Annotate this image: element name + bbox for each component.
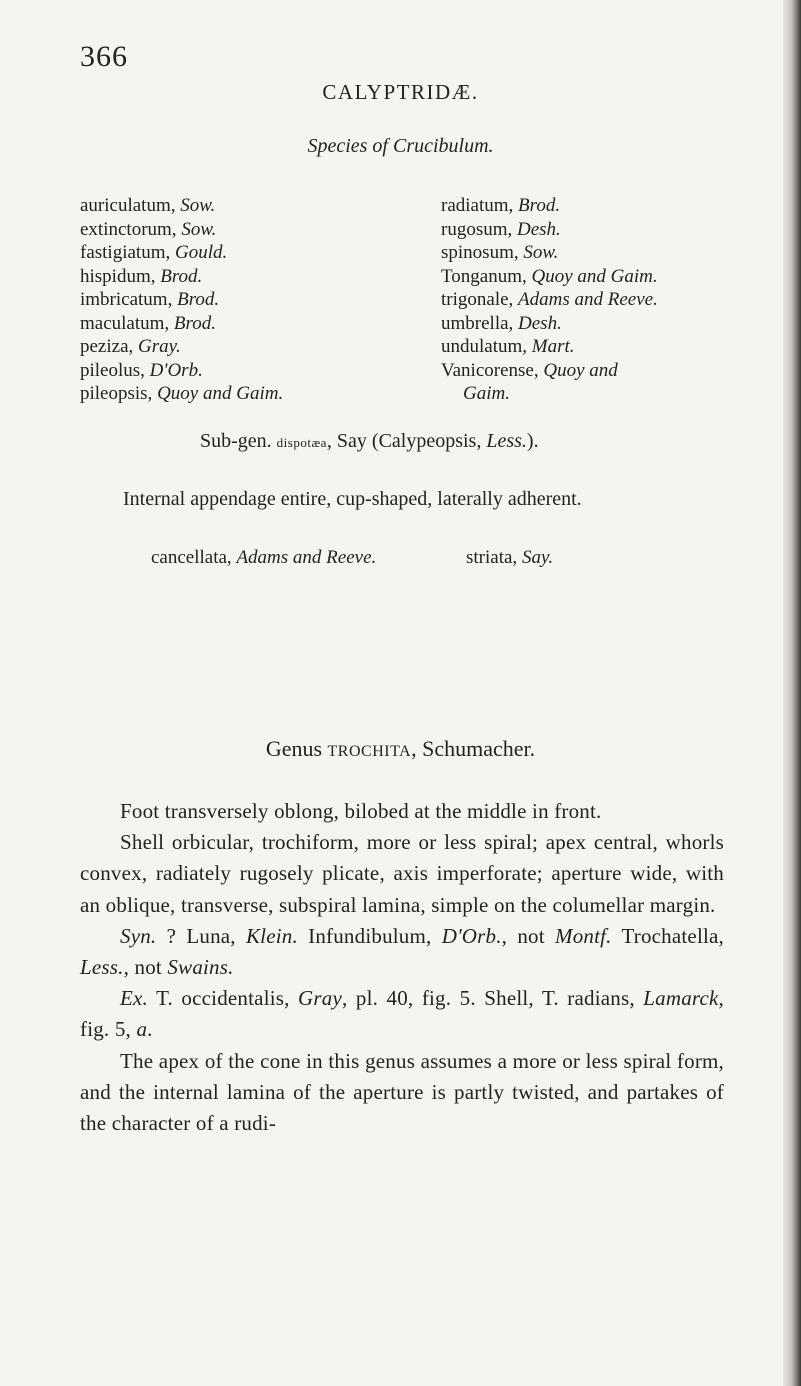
species-name: maculatum, — [80, 312, 174, 334]
ex-text: , fig. 5, — [80, 986, 724, 1042]
subgenus-prefix: Sub-gen. — [200, 430, 277, 452]
species-author: Gould. — [174, 242, 228, 263]
crucibulum-species-right-column — [441, 194, 658, 406]
species-author: Adams and Reeve. — [518, 289, 658, 310]
syn-text: , not — [123, 955, 168, 980]
species-author: Adams and Reeve. — [236, 547, 377, 568]
species-author: Brod. — [173, 312, 216, 334]
species-author: Sow. — [180, 195, 216, 216]
species-author: Gaim. — [463, 383, 510, 404]
ex-author: Gray — [298, 986, 342, 1011]
page-number: 366 — [80, 40, 128, 73]
species-entry-continuation — [441, 382, 658, 406]
subgenus-name: dispotæa — [276, 435, 327, 450]
species-entry — [441, 218, 658, 242]
species-name: extinctorum, — [80, 218, 182, 240]
foot-description: Foot transversely oblong, bilobed at the middle in front. — [120, 799, 602, 823]
syn-label: Syn. — [120, 923, 157, 948]
syn-author: Klein. — [245, 923, 298, 948]
subgenus-species-right — [466, 547, 553, 569]
species-author: Quoy and Gaim. — [531, 265, 658, 287]
subgenus-mid: , Say (Calypeopsis, — [326, 430, 487, 452]
species-name: trigonale, — [441, 289, 519, 310]
syn-author: Less. — [80, 955, 124, 980]
page-edge-shadow — [783, 0, 801, 1386]
synonymy — [80, 921, 724, 983]
species-name: undulatum, — [441, 336, 532, 357]
syn-author: Swains. — [167, 955, 234, 980]
heading-genus: Crucibulum. — [387, 135, 494, 157]
species-entry — [80, 288, 283, 312]
heading-species: Species — [307, 135, 373, 157]
species-name: pileolus, — [80, 359, 150, 381]
species-author: Quoy and Gaim. — [157, 383, 284, 404]
closing-paragraph: The apex of the cone in this genus assumes a more or less spiral form, and the internal lamina of the aperture is partly twisted, and partakes of the character of a rudi- — [80, 1048, 724, 1136]
species-entry — [441, 265, 658, 289]
syn-text: , not — [501, 923, 555, 948]
species-entry — [441, 335, 658, 359]
species-author: Sow. — [181, 218, 217, 240]
species-entry — [80, 265, 283, 289]
species-name: imbricatum, — [80, 289, 178, 310]
species-author: Sow. — [523, 242, 559, 263]
genus-name: TROCHITA — [327, 743, 412, 760]
subgenus-suffix: ). — [526, 430, 539, 452]
species-entry — [441, 312, 658, 336]
ex-text: . — [147, 1017, 153, 1042]
syn-author: Montf. — [555, 923, 612, 948]
species-name: pileopsis, — [80, 383, 158, 404]
species-name: spinosum, — [441, 242, 524, 263]
species-entry — [441, 288, 658, 312]
crucibulum-species-left-column — [80, 194, 283, 406]
species-author: D'Orb. — [149, 359, 203, 381]
ex-figure-letter: a — [136, 1017, 148, 1042]
genus-description — [80, 796, 724, 1139]
species-name: cancellata, — [151, 547, 237, 568]
species-entry — [80, 359, 283, 383]
species-author: Mart. — [531, 336, 575, 357]
genus-prefix: Genus — [265, 736, 328, 761]
species-entry — [441, 359, 658, 383]
species-entry — [80, 194, 283, 218]
ex-label: Ex. — [120, 986, 148, 1011]
genus-heading — [0, 736, 801, 762]
syn-text: Infundibulum, — [297, 923, 442, 948]
species-entry — [80, 312, 283, 336]
shell-description: Shell orbicular, trochiform, more or less spiral; apex central, whorls convex, radiately rugosely plicate, axis imperforate; aperture wide, with an oblique, transverse, subspiral lamina, simple on the columellar margin. — [80, 830, 724, 917]
species-name: rugosum, — [441, 218, 517, 240]
ex-text: T. occidentalis, — [148, 986, 299, 1011]
species-entry — [80, 241, 283, 265]
species-author: Say. — [521, 547, 554, 568]
species-entry — [80, 382, 283, 406]
species-name: Tonganum, — [441, 265, 532, 287]
genus-suffix: , Schumacher. — [411, 736, 536, 761]
species-author: Quoy and — [543, 359, 618, 381]
syn-author: D'Orb. — [441, 923, 502, 948]
species-name: fastigiatum, — [80, 242, 175, 263]
subgenus-species-left — [151, 547, 376, 569]
species-entry — [80, 335, 283, 359]
species-name: auriculatum, — [80, 195, 181, 216]
syn-text: ? Luna, — [156, 923, 246, 948]
species-entry — [80, 218, 283, 242]
example — [80, 983, 724, 1045]
species-author: Brod. — [160, 265, 203, 287]
syn-text: Trochatella, — [611, 923, 724, 948]
subgenus-author: Less. — [486, 430, 527, 452]
species-author: Desh. — [517, 218, 561, 240]
species-author: Brod. — [177, 289, 220, 310]
species-name: peziza, — [80, 336, 139, 357]
species-entry — [441, 241, 658, 265]
species-author: Desh. — [518, 312, 562, 334]
species-name: striata, — [466, 547, 522, 568]
subgenus-heading — [200, 430, 539, 453]
running-head: CALYPTRIDÆ. — [322, 80, 479, 104]
species-name: hispidum, — [80, 265, 161, 287]
ex-text: , pl. 40, fig. 5. Shell, T. radians, — [342, 986, 644, 1011]
species-author: Gray. — [138, 336, 181, 357]
species-name: Vanicorense, — [441, 359, 544, 381]
species-author: Brod. — [518, 195, 561, 216]
species-name: umbrella, — [441, 312, 519, 334]
ex-author: Lamarck — [643, 986, 719, 1011]
crucibulum-species-heading — [0, 135, 801, 158]
species-name: radiatum, — [441, 195, 519, 216]
internal-appendage-text: Internal appendage entire, cup-shaped, laterally adherent. — [123, 488, 582, 510]
heading-of: of — [372, 135, 388, 157]
species-entry — [441, 194, 658, 218]
